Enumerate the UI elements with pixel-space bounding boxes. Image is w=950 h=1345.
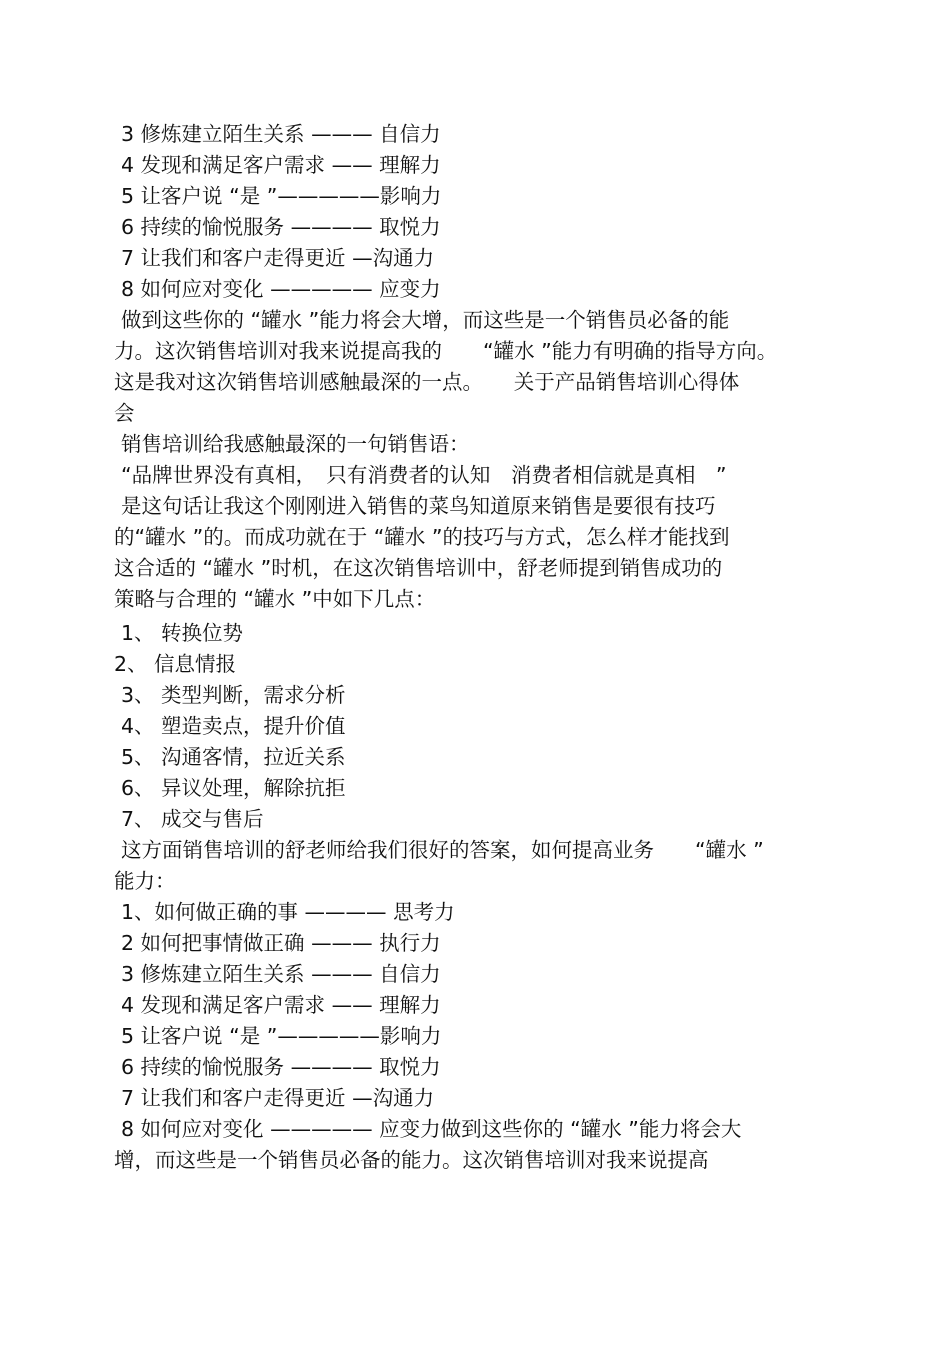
text-line: 这方面销售培训的舒老师给我们很好的答案，如何提高业务 “罐水 ” xyxy=(121,838,764,862)
text-line: 5 让客户说 “是 ”—————影响力 xyxy=(121,184,442,208)
text-line: 销售培训给我感触最深的一句销售语： xyxy=(121,432,470,456)
text-line: 4、 塑造卖点，提升价值 xyxy=(121,714,346,738)
text-line: 5、 沟通客情，拉近关系 xyxy=(121,745,346,769)
text-line: 7 让我们和客户走得更近 —沟通力 xyxy=(121,1086,435,1110)
text-line: 4 发现和满足客户需求 —— 理解力 xyxy=(121,993,441,1017)
text-line: 2 如何把事情做正确 ——— 执行力 xyxy=(121,931,441,955)
text-line: 会 xyxy=(114,401,135,425)
text-line: 1、 转换位势 xyxy=(121,621,244,645)
text-line: “品牌世界没有真相， 只有消费者的认知 消费者相信就是真相 ” xyxy=(121,463,727,487)
text-line: 2、 信息情报 xyxy=(114,652,237,676)
text-line: 8 如何应对变化 ————— 应变力做到这些你的 “罐水 ”能力将会大 xyxy=(121,1117,742,1141)
text-line: 8 如何应对变化 ————— 应变力 xyxy=(121,277,441,301)
text-line: 3、 类型判断，需求分析 xyxy=(121,683,346,707)
text-line: 4 发现和满足客户需求 —— 理解力 xyxy=(121,153,441,177)
text-line: 这是我对这次销售培训感触最深的一点。 关于产品销售培训心得体 xyxy=(114,370,740,394)
text-line: 力。这次销售培训对我来说提高我的 “罐水 ”能力有明确的指导方向。 xyxy=(114,339,778,363)
text-line: 5 让客户说 “是 ”—————影响力 xyxy=(121,1024,442,1048)
text-line: 6 持续的愉悦服务 ———— 取悦力 xyxy=(121,215,441,239)
text-line: 是这句话让我这个刚刚进入销售的菜鸟知道原来销售是要很有技巧 xyxy=(121,494,716,518)
text-line: 增，而这些是一个销售员必备的能力。这次销售培训对我来说提高 xyxy=(114,1148,709,1172)
text-line: 的“罐水 ”的。而成功就在于 “罐水 ”的技巧与方式，怎么样才能找到 xyxy=(114,525,730,549)
text-line: 7、 成交与售后 xyxy=(121,807,264,831)
text-line: 这合适的 “罐水 ”时机，在这次销售培训中，舒老师提到销售成功的 xyxy=(114,556,723,580)
text-line: 做到这些你的 “罐水 ”能力将会大增，而这些是一个销售员必备的能 xyxy=(121,308,730,332)
text-line: 1、如何做正确的事 ———— 思考力 xyxy=(121,900,455,924)
text-line: 3 修炼建立陌生关系 ——— 自信力 xyxy=(121,962,441,986)
text-line: 7 让我们和客户走得更近 —沟通力 xyxy=(121,246,435,270)
text-line: 能力： xyxy=(114,869,176,893)
text-line: 6 持续的愉悦服务 ———— 取悦力 xyxy=(121,1055,441,1079)
text-line: 3 修炼建立陌生关系 ——— 自信力 xyxy=(121,122,441,146)
text-line: 6、 异议处理，解除抗拒 xyxy=(121,776,346,800)
text-line: 策略与合理的 “罐水 ”中如下几点： xyxy=(114,587,436,611)
